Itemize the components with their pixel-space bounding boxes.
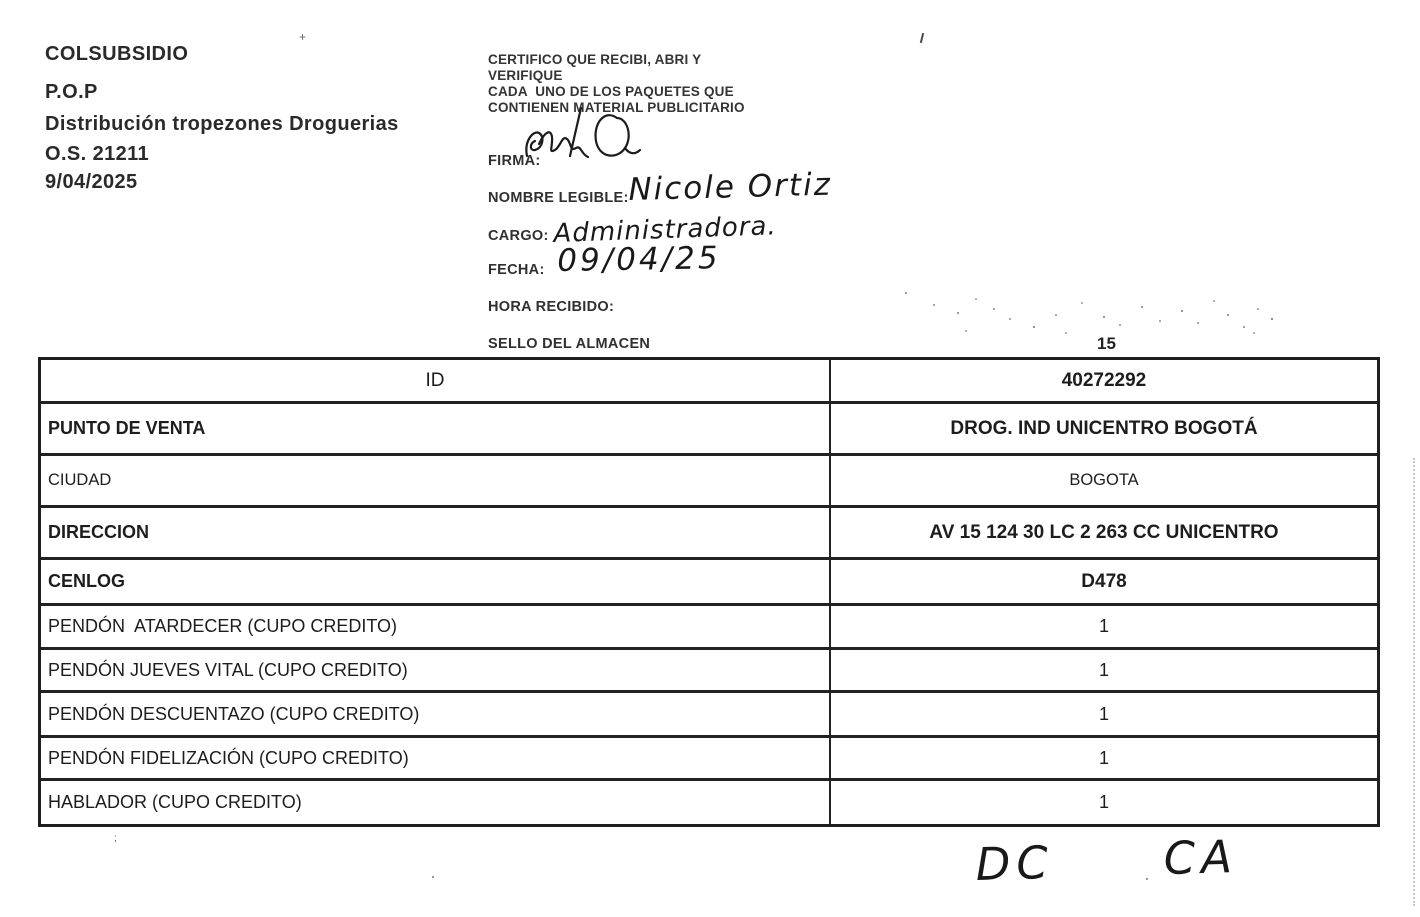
scan-artifact-margin-line bbox=[1413, 458, 1415, 906]
fecha-label: FECHA: bbox=[488, 262, 545, 278]
row-value: 1 bbox=[1098, 747, 1109, 768]
table-row bbox=[41, 690, 1377, 735]
row-value: 1 bbox=[1098, 703, 1109, 724]
scan-artifact-speck: ; bbox=[114, 833, 117, 844]
scan-artifact-speck bbox=[432, 876, 434, 878]
row-value: D478 bbox=[1081, 570, 1127, 592]
certification-line-4: CONTIENEN MATERIAL PUBLICITARIO bbox=[488, 100, 745, 115]
fecha-handwritten-value: 09/04/25 bbox=[557, 240, 721, 279]
row-label: PENDÓN ATARDECER (CUPO CREDITO) bbox=[41, 606, 831, 647]
row-label: CIUDAD bbox=[41, 456, 831, 505]
certification-line-3: CADA UNO DE LOS PAQUETES QUE bbox=[488, 84, 734, 99]
hora-recibido-label: HORA RECIBIDO: bbox=[488, 299, 615, 315]
program-name: P.O.P bbox=[45, 81, 98, 103]
row-label: ID bbox=[41, 360, 831, 401]
table-row bbox=[41, 360, 1377, 401]
nombre-handwritten-value: Nicole Ortiz bbox=[628, 166, 833, 208]
row-value: BOGOTA bbox=[1069, 471, 1139, 489]
firma-label: FIRMA: bbox=[488, 153, 541, 169]
company-name: COLSUBSIDIO bbox=[45, 43, 189, 65]
certification-line-2: VERIFIQUE bbox=[488, 68, 563, 83]
cargo-label: CARGO: bbox=[488, 228, 549, 244]
sello-almacen-label: SELLO DEL ALMACEN bbox=[488, 336, 651, 352]
table-row bbox=[41, 735, 1377, 778]
initials-handwritten-left: DC bbox=[975, 835, 1055, 891]
row-value: 1 bbox=[1098, 616, 1109, 636]
row-value: AV 15 124 30 LC 2 263 CC UNICENTRO bbox=[929, 521, 1279, 543]
row-label: DIRECCION bbox=[41, 508, 831, 557]
header-date: 9/04/2025 bbox=[45, 171, 138, 193]
certification-line-1: CERTIFICO QUE RECIBI, ABRI Y bbox=[488, 52, 702, 67]
scan-artifact-smudge bbox=[905, 292, 907, 294]
table-row bbox=[41, 453, 1377, 505]
cargo-handwritten-value: Administradora. bbox=[553, 211, 778, 249]
nombre-label: NOMBRE LEGIBLE: bbox=[488, 190, 629, 206]
campaign-title: Distribución tropezones Droguerias bbox=[45, 113, 399, 135]
row-label: CENLOG bbox=[41, 560, 831, 603]
row-label: PENDÓN JUEVES VITAL (CUPO CREDITO) bbox=[41, 650, 831, 690]
table-row bbox=[41, 778, 1377, 824]
scan-artifact-speck bbox=[1146, 878, 1148, 880]
order-number: O.S. 21211 bbox=[45, 143, 150, 165]
handwritten-signature bbox=[520, 103, 652, 171]
row-label: PUNTO DE VENTA bbox=[41, 404, 831, 453]
scan-artifact-mark: + bbox=[299, 30, 307, 44]
row-value: 40272292 bbox=[1061, 369, 1147, 391]
table-row bbox=[41, 603, 1377, 647]
table-row bbox=[41, 647, 1377, 690]
row-label: PENDÓN FIDELIZACIÓN (CUPO CREDITO) bbox=[41, 738, 831, 778]
row-label: PENDÓN DESCUENTAZO (CUPO CREDITO) bbox=[41, 693, 831, 735]
distribution-table bbox=[38, 357, 1380, 827]
row-value: DROG. IND UNICENTRO BOGOTÁ bbox=[950, 417, 1258, 439]
table-row bbox=[41, 557, 1377, 603]
row-value: 1 bbox=[1098, 659, 1109, 680]
table-row bbox=[41, 401, 1377, 453]
page-number: 15 bbox=[1097, 334, 1116, 353]
scan-artifact-mark bbox=[920, 33, 924, 43]
row-label: HABLADOR (CUPO CREDITO) bbox=[41, 781, 831, 824]
initials-handwritten-right: CA bbox=[1163, 830, 1239, 885]
row-value: 1 bbox=[1098, 792, 1109, 812]
table-row bbox=[41, 505, 1377, 557]
